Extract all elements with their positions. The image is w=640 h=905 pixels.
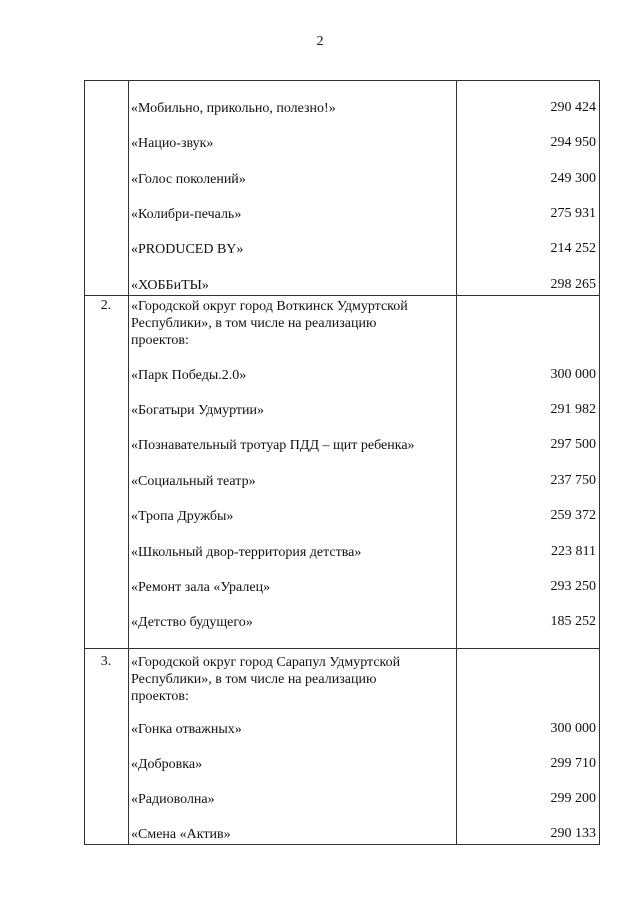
project-name: «Тропа Дружбы»	[131, 509, 234, 524]
table-divider-number	[128, 80, 129, 845]
project-amount: 299 710	[550, 756, 596, 771]
project-amount: 300 000	[550, 721, 596, 736]
table-divider-value	[456, 80, 457, 845]
project-amount: 300 000	[550, 367, 596, 382]
project-name: «Гонка отважных»	[131, 722, 242, 737]
section-number: 3.	[100, 654, 112, 669]
project-name: «Парк Победы.2.0»	[131, 368, 247, 383]
table-border-bottom	[84, 844, 600, 845]
table-border-left	[84, 80, 85, 845]
project-name: «Добровка»	[131, 757, 203, 772]
section-heading: «Городской округ город Сарапул Удмуртской Республики», в том числе на реализацию проектов:	[131, 655, 401, 704]
project-amount: 297 500	[550, 437, 596, 452]
project-amount: 293 250	[550, 579, 596, 594]
project-name: «Богатыри Удмуртии»	[131, 403, 264, 418]
project-amount: 223 811	[551, 544, 596, 559]
funding-table	[84, 80, 600, 845]
project-name: «ХОББиТЫ»	[131, 278, 209, 293]
project-amount: 214 252	[550, 241, 596, 256]
project-amount: 291 982	[550, 402, 596, 417]
table-border-top	[84, 80, 600, 81]
project-name: «Нацио-звук»	[131, 136, 214, 151]
row-divider-1	[84, 295, 600, 296]
project-name: «Смена «Актив»	[131, 827, 231, 842]
project-amount: 298 265	[550, 277, 596, 292]
section-heading: «Городской округ город Воткинск Удмуртской Республики», в том числе на реализацию проектов:	[131, 299, 408, 348]
project-name: «PRODUCED BY»	[131, 242, 244, 257]
project-amount: 237 750	[550, 473, 596, 488]
project-name: «Мобильно, прикольно, полезно!»	[131, 101, 336, 116]
table-border-right	[599, 80, 600, 845]
project-amount: 299 200	[550, 791, 596, 806]
project-name: «Радиоволна»	[131, 792, 215, 807]
project-amount: 249 300	[550, 171, 596, 186]
project-amount: 290 133	[550, 826, 596, 841]
project-name: «Ремонт зала «Уралец»	[131, 580, 271, 595]
project-name: «Голос поколений»	[131, 172, 246, 187]
project-name: «Детство будущего»	[131, 615, 253, 630]
project-name: «Социальный театр»	[131, 474, 256, 489]
project-amount: 259 372	[550, 508, 596, 523]
project-amount: 275 931	[550, 206, 596, 221]
page-number: 2	[316, 34, 324, 49]
project-amount: 290 424	[550, 100, 596, 115]
project-amount: 185 252	[550, 614, 596, 629]
row-divider-2	[84, 648, 600, 649]
project-amount: 294 950	[550, 135, 596, 150]
project-name: «Колибри-печаль»	[131, 207, 242, 222]
section-number: 2.	[100, 298, 112, 313]
project-name: «Познавательный тротуар ПДД – щит ребенка»	[131, 438, 415, 453]
project-name: «Школьный двор-территория детства»	[131, 545, 362, 560]
